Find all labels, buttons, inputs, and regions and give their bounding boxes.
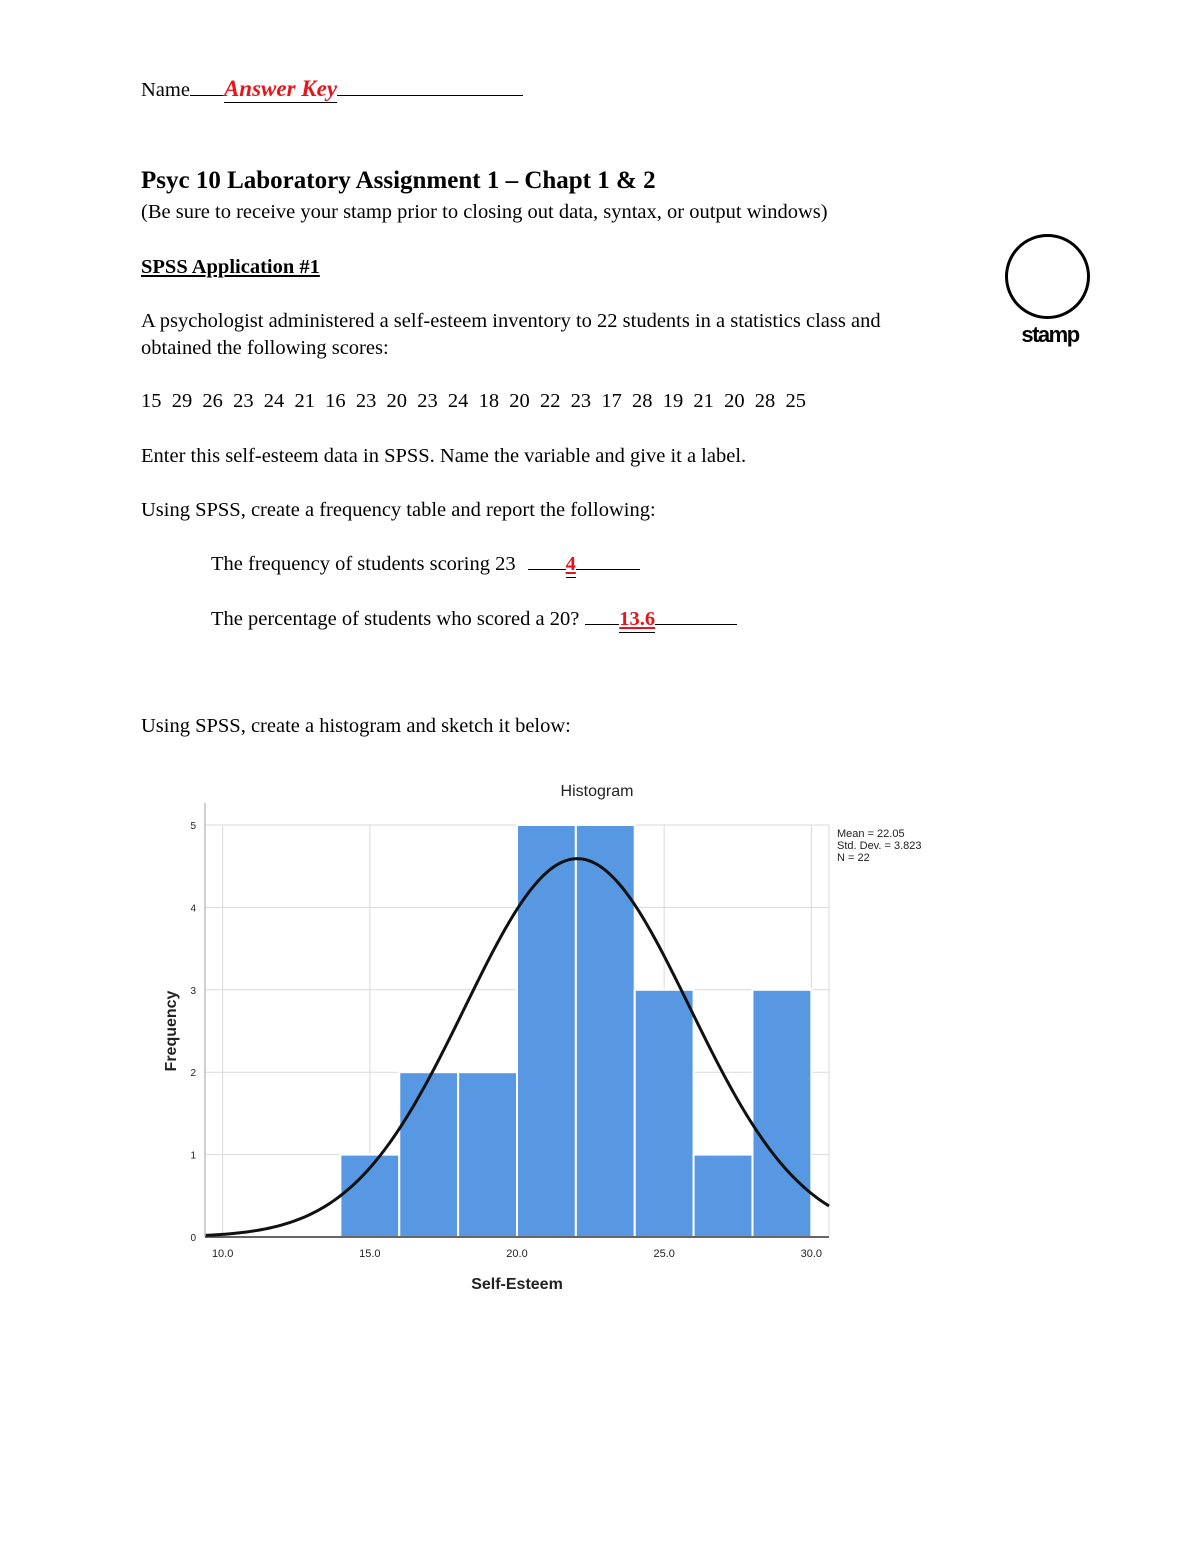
y-tick-label: 2 <box>190 1068 196 1080</box>
answer-frequency: 4 <box>566 551 576 578</box>
score-value: 18 <box>478 390 500 412</box>
legend-stat: Std. Dev. = 3.823 <box>837 840 922 852</box>
score-value: 21 <box>294 390 315 412</box>
instruction-frequency-table: Using SPSS, create a frequency table and report the following: <box>141 499 656 521</box>
score-value: 20 <box>724 390 745 412</box>
score-value: 22 <box>539 390 561 412</box>
score-value: 19 <box>662 390 684 412</box>
instruction-enter-data: Enter this self-esteem data in SPSS. Name the variable and give it a label. <box>141 445 747 467</box>
histogram-bar <box>517 825 576 1237</box>
page-subtitle: (Be sure to receive your stamp prior to closing out data, syntax, or output windows) <box>141 201 828 223</box>
question-1-text: The frequency of students scoring 23 <box>211 553 516 575</box>
score-value: 20 <box>509 390 530 412</box>
question-frequency-23 <box>211 551 640 578</box>
score-value: 25 <box>785 390 806 412</box>
y-tick-label: 1 <box>190 1150 196 1162</box>
histogram-chart <box>150 770 950 1300</box>
prompt-line-1: A psychologist administered a self-esteem inventory to 22 students in a statistics class and <box>141 310 881 332</box>
score-value: 26 <box>202 390 223 412</box>
x-tick-label: 10.0 <box>211 1248 234 1260</box>
x-tick-label: 25.0 <box>653 1248 675 1260</box>
legend-stat: Mean = 22.05 <box>837 828 905 840</box>
score-value: 23 <box>233 390 254 412</box>
y-axis-label: Frequency <box>163 990 180 1072</box>
question-2-text: The percentage of students who scored a 20? <box>211 608 580 630</box>
prompt-line-2: obtained the following scores: <box>141 337 389 359</box>
y-tick-label: 3 <box>190 985 196 997</box>
score-value: 28 <box>632 390 653 412</box>
score-value: 23 <box>355 390 377 412</box>
y-tick-label: 5 <box>190 821 196 832</box>
score-value: 17 <box>601 390 622 412</box>
score-value: 16 <box>325 390 346 412</box>
y-tick-label: 0 <box>190 1233 196 1244</box>
name-label: Name <box>141 79 190 101</box>
score-value: 24 <box>447 390 469 412</box>
histogram-bar <box>399 1072 458 1237</box>
page-title: Psyc 10 Laboratory Assignment 1 – Chapt 1 & 2 <box>141 167 656 194</box>
score-value: 28 <box>754 390 776 412</box>
legend-stat: N = 22 <box>837 852 870 864</box>
y-tick-label: 4 <box>190 903 196 915</box>
score-value: 21 <box>693 390 714 412</box>
stamp-label: stamp <box>1021 322 1079 347</box>
chart-title: Histogram <box>560 783 634 800</box>
stamp-circle <box>1005 234 1090 319</box>
answer-percentage: 13.6 <box>619 606 655 633</box>
histogram-bar <box>458 1072 517 1237</box>
name-line <box>141 76 523 103</box>
score-value: 29 <box>171 390 193 412</box>
histogram-bar <box>635 990 694 1237</box>
histogram-bar <box>694 1155 753 1237</box>
score-value: 23 <box>570 390 592 412</box>
x-axis-label: Self-Esteem <box>471 1276 563 1293</box>
histogram-bar <box>576 825 635 1237</box>
name-answer: Answer Key <box>223 76 338 101</box>
score-value: 20 <box>386 390 407 412</box>
x-tick-label: 20.0 <box>506 1248 528 1260</box>
section-heading: SPSS Application #1 <box>141 256 320 278</box>
question-percentage-20 <box>211 606 737 633</box>
score-value: 23 <box>417 390 438 412</box>
histogram-bar <box>752 990 811 1237</box>
x-tick-label: 30.0 <box>800 1248 823 1260</box>
score-value: 24 <box>263 390 285 412</box>
x-tick-label: 15.0 <box>359 1248 381 1260</box>
score-value: 15 <box>141 390 162 412</box>
instruction-histogram: Using SPSS, create a histogram and sketch it below: <box>141 715 571 737</box>
score-list <box>141 388 816 414</box>
